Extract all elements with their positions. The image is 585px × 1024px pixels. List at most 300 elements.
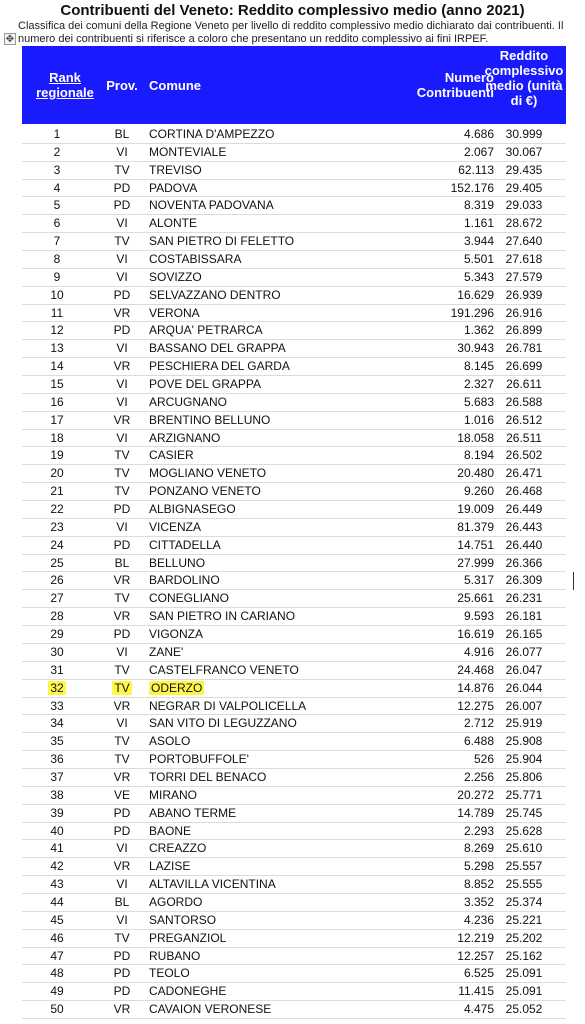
table-row (22, 823, 566, 841)
cell-reddito: 27.579 (505, 269, 543, 284)
cell-prov: BL (114, 555, 130, 570)
cell-comune: TREVISO (149, 162, 202, 177)
table-row (22, 751, 566, 769)
cell-rank: 40 (50, 823, 64, 838)
cell-numero: 5.317 (463, 573, 494, 588)
cell-reddito: 26.181 (505, 609, 543, 624)
cell-comune: BELLUNO (149, 555, 206, 570)
cell-reddito: 25.628 (505, 823, 543, 838)
table-row (22, 733, 566, 751)
cell-prov: VI (116, 216, 128, 231)
cell-reddito: 27.618 (505, 252, 543, 267)
cell-comune: ARQUA' PETRARCA (149, 323, 263, 338)
cell-comune: CASIER (149, 448, 194, 463)
cell-numero: 20.272 (457, 787, 494, 802)
cell-comune: SAN PIETRO IN CARIANO (149, 609, 296, 624)
cell-prov: VE (113, 787, 130, 802)
cell-numero: 9.260 (463, 484, 494, 499)
cell-numero: 191.296 (450, 305, 494, 320)
move-icon[interactable]: ✥ (5, 34, 15, 45)
table-row (22, 376, 566, 394)
table-row (22, 590, 566, 608)
cell-comune: CONEGLIANO (149, 591, 230, 606)
cell-prov: VI (116, 252, 128, 267)
cell-prov: VR (113, 859, 131, 874)
cell-numero: 4.475 (463, 1002, 494, 1017)
cell-rank: 22 (50, 502, 64, 517)
cell-reddito: 25.745 (505, 805, 543, 820)
cell-comune: PREGANZIOL (149, 930, 227, 945)
table-row (22, 519, 566, 537)
cell-prov: BL (114, 894, 130, 909)
cell-reddito: 26.007 (505, 698, 543, 713)
cell-rank: 28 (50, 609, 64, 624)
cell-comune: CITTADELLA (149, 537, 221, 552)
cell-reddito: 25.052 (505, 1002, 543, 1017)
cell-numero: 2.067 (463, 144, 494, 159)
cell-reddito: 29.435 (505, 162, 543, 177)
page-subtitle: Classifica dei comuni della Regione Veneto per livello di reddito complessivo medio dichiarato dai contribuenti. Il numero dei contribuenti si riferisce a coloro che presentano un reddito complessivo ai fini IRPEF. (18, 20, 564, 45)
cell-rank: 49 (50, 984, 64, 999)
cell-rank: 24 (50, 537, 64, 552)
table-row (22, 340, 566, 358)
cell-rank: 21 (50, 484, 64, 499)
cell-numero: 14.876 (457, 680, 494, 695)
cell-rank: 27 (50, 591, 64, 606)
cell-numero: 526 (473, 752, 494, 767)
cell-comune: PESCHIERA DEL GARDA (149, 359, 290, 374)
table-row (22, 251, 566, 269)
cell-comune: CREAZZO (149, 841, 207, 856)
cell-prov: TV (114, 662, 130, 677)
cell-numero: 6.488 (463, 734, 494, 749)
cell-reddito: 26.443 (505, 519, 543, 534)
cell-numero: 12.219 (457, 930, 494, 945)
cell-rank: 23 (50, 519, 64, 534)
cell-prov: TV (114, 930, 130, 945)
table-row (22, 930, 566, 948)
table-row (22, 787, 566, 805)
highlight-mark: 32 (50, 680, 64, 695)
cell-reddito: 25.557 (505, 859, 543, 874)
table-row (22, 430, 566, 448)
text-cursor (573, 572, 574, 590)
cell-numero: 2.327 (463, 377, 494, 392)
cell-prov: VI (116, 430, 128, 445)
cell-prov: PD (113, 180, 131, 195)
table-row (22, 894, 566, 912)
page-title: Contribuenti del Veneto: Reddito complessivo medio (anno 2021) (60, 2, 525, 19)
cell-prov: PD (113, 984, 131, 999)
cell-reddito: 26.502 (505, 448, 543, 463)
cell-numero: 18.058 (457, 430, 494, 445)
table-row (22, 948, 566, 966)
table-row (22, 394, 566, 412)
table-row (22, 197, 566, 215)
cell-rank: 16 (50, 394, 64, 409)
table-row (22, 555, 566, 573)
table-row (22, 215, 566, 233)
cell-numero: 5.501 (463, 252, 494, 267)
cell-prov: VI (116, 877, 128, 892)
table-row (22, 322, 566, 340)
cell-comune: SAN VITO DI LEGUZZANO (149, 716, 297, 731)
cell-numero: 2.256 (463, 769, 494, 784)
cell-comune: NEGRAR DI VALPOLICELLA (149, 698, 307, 713)
cell-numero: 20.480 (457, 466, 494, 481)
cell-rank: 33 (50, 698, 64, 713)
cell-comune: BARDOLINO (149, 573, 220, 588)
cell-prov: TV (114, 448, 130, 463)
cell-comune: MONTEVIALE (149, 144, 227, 159)
cell-reddito: 26.231 (505, 591, 543, 606)
cell-comune: SAN PIETRO DI FELETTO (149, 234, 295, 249)
header-reddito-medio: Reddito complessivo medio (unità di €) (484, 48, 564, 108)
cell-prov: VR (113, 609, 131, 624)
cell-comune (149, 680, 204, 698)
cell-comune: NOVENTA PADOVANA (149, 198, 274, 213)
cell-rank: 1 (53, 127, 61, 141)
cell-reddito: 25.555 (505, 877, 543, 892)
table-header (22, 46, 566, 124)
cell-numero: 2.712 (463, 716, 494, 731)
cell-reddito: 30.999 (505, 127, 543, 141)
cell-numero: 8.852 (463, 877, 494, 892)
cell-comune: CAVAION VERONESE (149, 1002, 272, 1017)
cell-reddito: 25.771 (505, 787, 543, 802)
table-row (22, 180, 566, 198)
table-row (22, 715, 566, 733)
cell-comune: MIRANO (149, 787, 197, 802)
header-numero-contribuenti: Numero Contribuenti (416, 70, 494, 100)
table-row (22, 537, 566, 555)
header-prov: Prov. (106, 78, 138, 93)
cell-numero: 3.944 (463, 234, 494, 249)
cell-rank: 10 (50, 287, 64, 302)
cell-comune: RUBANO (149, 948, 201, 963)
cell-numero: 1.161 (463, 216, 494, 231)
cell-prov: VR (113, 359, 131, 374)
cell-rank: 35 (50, 734, 64, 749)
cell-reddito: 26.512 (505, 412, 543, 427)
cell-rank: 29 (50, 627, 64, 642)
cell-reddito: 28.672 (505, 216, 543, 231)
cell-rank: 17 (50, 412, 64, 427)
cell-comune: MOGLIANO VENETO (149, 466, 267, 481)
cell-rank: 42 (50, 859, 64, 874)
cell-numero: 16.619 (457, 627, 494, 642)
cell-comune: PONZANO VENETO (149, 484, 261, 499)
cell-prov: TV (114, 734, 130, 749)
cell-numero: 152.176 (450, 180, 494, 195)
cell-rank: 45 (50, 912, 64, 927)
cell-rank: 18 (50, 430, 64, 445)
cell-reddito: 26.511 (506, 430, 542, 445)
cell-rank: 7 (53, 234, 61, 249)
cell-numero: 2.293 (463, 823, 494, 838)
cell-reddito: 26.471 (505, 466, 543, 481)
cell-reddito: 26.916 (505, 305, 543, 320)
cell-prov: PD (113, 537, 131, 552)
cell-numero: 8.145 (463, 359, 494, 374)
table-row (22, 983, 566, 1001)
cell-prov (102, 680, 142, 698)
cell-rank: 5 (53, 198, 61, 213)
cell-rank: 41 (50, 841, 64, 856)
cell-numero: 9.593 (463, 609, 494, 624)
cell-rank: 25 (50, 555, 64, 570)
cell-rank: 2 (53, 144, 61, 159)
cell-prov: TV (114, 466, 130, 481)
cell-numero: 1.362 (463, 323, 494, 338)
cell-rank: 39 (50, 805, 64, 820)
table-row (22, 162, 566, 180)
cell-rank: 14 (50, 359, 64, 374)
table-row (22, 287, 566, 305)
cell-numero: 3.352 (463, 894, 494, 909)
cell-prov: VR (113, 573, 131, 588)
cell-numero: 4.916 (463, 644, 494, 659)
cell-reddito: 26.468 (505, 484, 543, 499)
cell-prov: VI (116, 269, 128, 284)
cell-comune: AGORDO (149, 894, 203, 909)
cell-rank: 11 (50, 305, 64, 320)
cell-reddito: 26.899 (505, 323, 543, 338)
cell-prov: TV (114, 162, 130, 177)
cell-prov: PD (113, 627, 131, 642)
cell-rank: 9 (53, 269, 61, 284)
cell-prov: VI (116, 841, 128, 856)
cell-comune: VIGONZA (149, 627, 204, 642)
cell-numero: 24.468 (457, 662, 494, 677)
cell-prov: PD (113, 823, 131, 838)
cell-comune: ALONTE (149, 216, 198, 231)
table-row (22, 644, 566, 662)
cell-comune: TEOLO (149, 966, 190, 981)
cell-numero: 62.113 (458, 162, 494, 177)
cell-comune: ABANO TERME (149, 805, 237, 820)
cell-numero: 19.009 (457, 502, 494, 517)
table-row (22, 608, 566, 626)
cell-comune: ARCUGNANO (149, 394, 228, 409)
cell-reddito: 29.405 (505, 180, 543, 195)
cell-reddito: 25.162 (505, 948, 543, 963)
cell-rank: 13 (50, 341, 64, 356)
cell-numero: 27.999 (457, 555, 494, 570)
cell-rank: 20 (50, 466, 64, 481)
cell-comune: BAONE (149, 823, 192, 838)
table-row (22, 501, 566, 519)
cell-reddito: 26.366 (505, 555, 543, 570)
cell-reddito: 26.781 (505, 341, 543, 356)
cell-reddito: 26.611 (506, 377, 542, 392)
highlight-mark: TV (114, 680, 130, 695)
cell-rank: 26 (50, 573, 64, 588)
cell-prov: VR (113, 1002, 131, 1017)
cell-reddito: 27.640 (505, 234, 543, 249)
cell-rank (30, 680, 84, 698)
table-row (22, 698, 566, 716)
cell-reddito: 26.440 (505, 537, 543, 552)
cell-rank: 8 (53, 252, 61, 267)
cell-reddito: 26.044 (505, 680, 543, 695)
cell-numero: 81.379 (457, 519, 494, 534)
cell-reddito: 26.165 (505, 627, 543, 642)
table-row (22, 965, 566, 983)
cell-reddito: 26.077 (505, 644, 543, 659)
cell-reddito: 25.091 (505, 966, 543, 981)
cell-prov: VR (113, 305, 131, 320)
cell-comune: SOVIZZO (149, 269, 202, 284)
cell-comune: PORTOBUFFOLE' (149, 752, 249, 767)
cell-rank: 47 (50, 948, 64, 963)
table-row (22, 680, 566, 698)
cell-numero: 8.319 (463, 198, 494, 213)
cell-numero: 30.943 (457, 341, 494, 356)
table-row (22, 805, 566, 823)
cell-prov: BL (114, 127, 130, 141)
cell-rank: 37 (50, 769, 64, 784)
table-row (22, 144, 566, 162)
cell-numero: 1.016 (463, 412, 494, 427)
cell-prov: VR (113, 698, 131, 713)
cell-reddito: 26.047 (505, 662, 543, 677)
cell-reddito: 25.221 (505, 912, 543, 927)
cell-prov: PD (113, 966, 131, 981)
table-row (22, 840, 566, 858)
cell-reddito: 25.904 (505, 752, 543, 767)
cell-prov: PD (113, 502, 131, 517)
cell-prov: VI (116, 377, 128, 392)
table-row (22, 876, 566, 894)
cell-rank: 50 (50, 1002, 64, 1017)
cell-comune: POVE DEL GRAPPA (149, 377, 262, 392)
cell-numero: 4.236 (463, 912, 494, 927)
cell-numero: 14.751 (457, 537, 494, 552)
cell-reddito: 26.588 (505, 394, 543, 409)
cell-comune: PADOVA (149, 180, 198, 195)
cell-comune: ARZIGNANO (149, 430, 221, 445)
table-row (22, 358, 566, 376)
header-rank: Rank regionale (36, 70, 94, 100)
cell-prov: VR (113, 769, 131, 784)
cell-prov: VI (116, 912, 128, 927)
table-row (22, 126, 566, 144)
cell-rank: 19 (50, 448, 64, 463)
table-row (22, 626, 566, 644)
cell-comune: BRENTINO BELLUNO (149, 412, 271, 427)
cell-reddito: 25.908 (505, 734, 543, 749)
cell-rank: 44 (50, 894, 64, 909)
table-row (22, 858, 566, 876)
cell-numero: 5.298 (463, 859, 494, 874)
cell-prov: VI (116, 144, 128, 159)
cell-prov: VI (116, 341, 128, 356)
cell-rank: 31 (50, 662, 64, 677)
cell-rank: 48 (50, 966, 64, 981)
cell-comune: ASOLO (149, 734, 191, 749)
cell-numero: 25.661 (457, 591, 494, 606)
cell-prov: VR (113, 412, 131, 427)
cell-prov: TV (114, 591, 130, 606)
cell-reddito: 25.610 (505, 841, 543, 856)
cell-prov: PD (113, 948, 131, 963)
cell-numero: 11.415 (458, 984, 494, 999)
cell-rank: 43 (50, 877, 64, 892)
header-comune: Comune (149, 78, 201, 93)
cell-reddito: 26.699 (505, 359, 543, 374)
cell-reddito: 26.309 (505, 573, 543, 588)
cell-prov: PD (113, 323, 131, 338)
cell-prov: TV (114, 752, 130, 767)
table-row (22, 1001, 566, 1019)
cell-prov: PD (113, 287, 131, 302)
cell-comune: COSTABISSARA (149, 252, 242, 267)
cell-numero: 8.194 (463, 448, 494, 463)
cell-reddito: 30.067 (505, 144, 543, 159)
table-row (22, 912, 566, 930)
cell-reddito: 25.919 (505, 716, 543, 731)
cell-prov: TV (114, 484, 130, 499)
cell-rank: 6 (53, 216, 61, 231)
cell-comune: LAZISE (149, 859, 191, 874)
cell-numero: 6.525 (463, 966, 494, 981)
table-body (22, 126, 566, 1019)
cell-reddito: 25.374 (505, 894, 543, 909)
table-row (22, 412, 566, 430)
highlight-mark: ODERZO (151, 680, 203, 695)
cell-rank: 15 (50, 377, 64, 392)
cell-numero: 14.789 (457, 805, 494, 820)
cell-prov: TV (114, 234, 130, 249)
table-row (22, 572, 566, 590)
cell-comune: ALTAVILLA VICENTINA (149, 877, 276, 892)
cell-rank: 4 (53, 180, 61, 195)
table-row (22, 483, 566, 501)
cell-reddito: 25.202 (505, 930, 543, 945)
cell-reddito: 26.939 (505, 287, 543, 302)
table-row (22, 447, 566, 465)
cell-prov: PD (113, 805, 131, 820)
cell-numero: 4.686 (463, 127, 494, 141)
cell-reddito: 25.091 (505, 984, 543, 999)
cell-numero: 16.629 (457, 287, 494, 302)
cell-numero: 5.683 (463, 394, 494, 409)
cell-rank: 30 (50, 644, 64, 659)
cell-prov: PD (113, 198, 131, 213)
table-row (22, 233, 566, 251)
cell-rank: 46 (50, 930, 64, 945)
cell-prov: VI (116, 716, 128, 731)
cell-comune: CADONEGHE (149, 984, 227, 999)
cell-comune: TORRI DEL BENACO (149, 769, 267, 784)
cell-rank: 38 (50, 787, 64, 802)
cell-comune: SANTORSO (149, 912, 217, 927)
cell-prov: VI (116, 394, 128, 409)
cell-comune: CORTINA D'AMPEZZO (149, 127, 275, 141)
table-row (22, 465, 566, 483)
cell-comune: CASTELFRANCO VENETO (149, 662, 299, 677)
cell-comune: SELVAZZANO DENTRO (149, 287, 281, 302)
cell-reddito: 25.806 (505, 769, 543, 784)
table-row (22, 269, 566, 287)
cell-rank: 34 (50, 716, 64, 731)
cell-comune: VICENZA (149, 519, 202, 534)
table-row (22, 305, 566, 323)
cell-prov: VI (116, 644, 128, 659)
cell-rank: 3 (53, 162, 61, 177)
cell-rank: 12 (50, 323, 64, 338)
